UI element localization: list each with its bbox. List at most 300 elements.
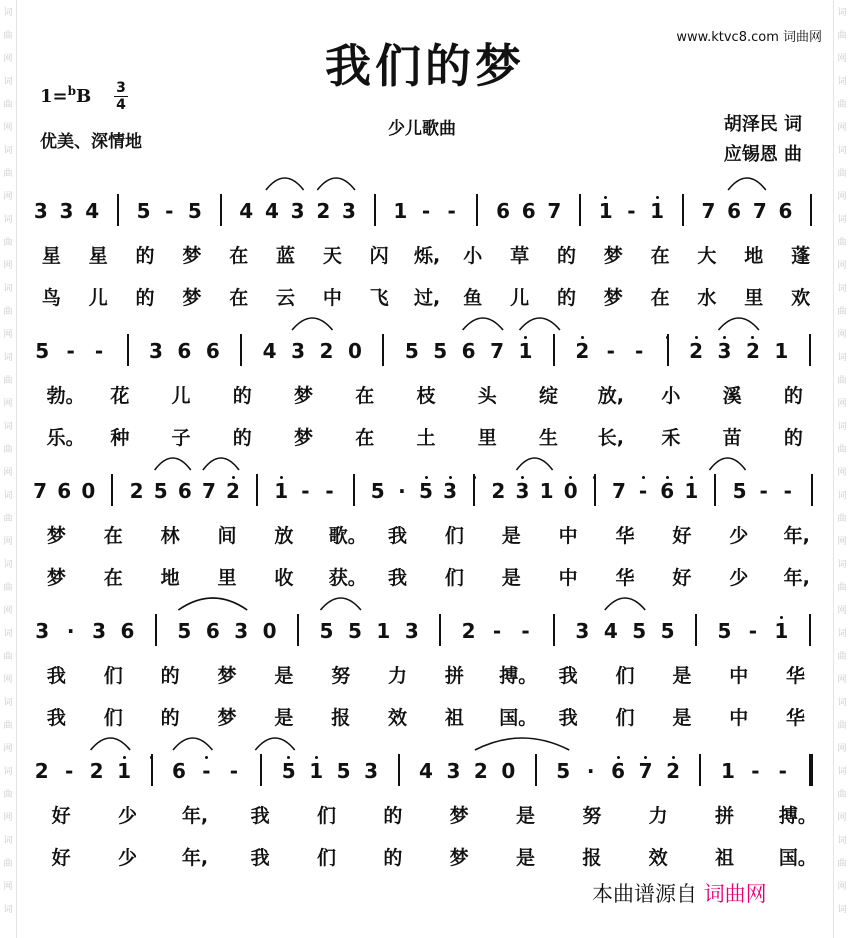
note: · xyxy=(586,759,595,783)
lyric-char: 我 xyxy=(558,707,578,729)
octave-dot xyxy=(425,476,428,479)
watermark-char: 网 xyxy=(837,606,847,616)
barline xyxy=(714,474,716,506)
watermark-char: 词 xyxy=(3,353,13,363)
barline xyxy=(117,194,119,226)
lyric-char: 的 xyxy=(160,707,180,729)
watermark-char: 词 xyxy=(3,698,13,708)
watermark-char: 网 xyxy=(837,192,847,202)
lyric-char: 梦 xyxy=(449,847,469,869)
note: 2 xyxy=(319,339,334,363)
watermark-char: 曲 xyxy=(3,652,13,662)
lyric-line xyxy=(28,286,824,316)
lyric-char: 梦 xyxy=(182,287,202,309)
barline xyxy=(535,754,537,786)
note: 4 xyxy=(85,199,100,223)
lyric-char: 在 xyxy=(103,567,123,589)
note: 3 xyxy=(341,199,356,223)
barline xyxy=(439,614,441,646)
watermark-char: 词 xyxy=(3,836,13,846)
note: - xyxy=(521,619,530,643)
lyric-char: 闪 xyxy=(369,245,389,267)
slur xyxy=(255,738,294,750)
watermark-char: 词 xyxy=(837,767,847,777)
watermark-char: 网 xyxy=(3,744,13,754)
lyric-char: 是 xyxy=(274,707,294,729)
note: 1 xyxy=(650,199,665,223)
note: 0 xyxy=(563,479,578,503)
note: 0 xyxy=(262,619,277,643)
watermark-char: 词 xyxy=(837,77,847,87)
barline xyxy=(695,614,697,646)
watermark-char: 词 xyxy=(837,629,847,639)
time-signature: 3 4 xyxy=(114,80,128,113)
slur xyxy=(709,458,745,470)
note: 2 xyxy=(34,759,49,783)
tempo-marking: 优美、深情地 xyxy=(40,132,142,152)
note: 1 xyxy=(518,339,533,363)
note: 5 xyxy=(153,479,168,503)
note: 5 xyxy=(419,479,433,503)
lyric-char: 少 xyxy=(729,567,749,589)
note: 2 xyxy=(575,339,590,363)
note: - xyxy=(759,479,768,503)
lyric-char: 拼 xyxy=(444,665,464,687)
lyric-char: 好 xyxy=(672,567,692,589)
lyric-char: 花 xyxy=(110,385,130,407)
note: - xyxy=(301,479,310,503)
lyric-char: 在 xyxy=(355,427,375,449)
octave-dot xyxy=(672,756,675,759)
lyric-char: 国。 xyxy=(499,707,538,729)
lyric-line xyxy=(28,426,824,456)
watermark-char: 词 xyxy=(837,284,847,294)
lyric-char: 乐。 xyxy=(46,427,85,449)
watermark-char: 网 xyxy=(3,813,13,823)
lyric-char: 年, xyxy=(783,567,810,589)
note: 2 xyxy=(666,759,680,783)
note: 5 xyxy=(35,339,50,363)
note: 3 xyxy=(33,199,48,223)
notation-line xyxy=(28,612,824,652)
lyric-char: 梦 xyxy=(603,245,623,267)
note: 3 xyxy=(291,339,306,363)
lyric-char: 在 xyxy=(650,245,670,267)
lyric-char: 我 xyxy=(250,847,270,869)
note: 5 xyxy=(556,759,571,783)
watermark-char: 曲 xyxy=(837,307,847,317)
note: 0 xyxy=(501,759,516,783)
lyric-char: 中 xyxy=(729,707,749,729)
lyric-char: 草 xyxy=(510,245,530,267)
note: 3 xyxy=(364,759,379,783)
lyric-char: 是 xyxy=(672,707,692,729)
notation-line xyxy=(28,192,824,232)
note: 1 xyxy=(539,479,554,503)
lyric-char: 在 xyxy=(650,287,670,309)
barline xyxy=(699,754,701,786)
lyric-char: 的 xyxy=(232,385,252,407)
note: 6 xyxy=(496,199,510,223)
barline xyxy=(155,614,157,646)
watermark-char: 词 xyxy=(837,215,847,225)
lyric-char: 在 xyxy=(355,385,375,407)
note: 6 xyxy=(778,199,793,223)
lyric-char: 效 xyxy=(648,847,668,869)
watermark-char: 曲 xyxy=(3,238,13,248)
note: 7 xyxy=(490,339,505,363)
lyric-char: 间 xyxy=(217,525,237,547)
slur xyxy=(463,318,503,330)
lyric-char: 水 xyxy=(697,287,717,309)
note: 5 xyxy=(732,479,747,503)
note: 3 xyxy=(443,479,458,503)
watermark-char: 网 xyxy=(3,537,13,547)
note: 7 xyxy=(638,759,653,783)
lyric-char: 里 xyxy=(217,567,237,589)
octave-dot xyxy=(723,336,726,339)
barline xyxy=(476,194,478,226)
watermark-char: 网 xyxy=(3,261,13,271)
octave-dot xyxy=(232,476,235,479)
lyric-char: 梦 xyxy=(294,427,314,449)
note: 4 xyxy=(603,619,618,643)
note: 7 xyxy=(201,479,216,503)
lyric-char: 长, xyxy=(597,427,624,449)
lyric-char: 们 xyxy=(444,525,464,547)
lyric-char: 华 xyxy=(786,707,806,729)
note: 7 xyxy=(701,199,716,223)
note: 3 xyxy=(234,619,249,643)
barline xyxy=(374,194,376,226)
octave-dot xyxy=(123,756,126,759)
watermark-char: 曲 xyxy=(837,583,847,593)
octave-dot xyxy=(524,336,527,339)
lyric-char: 拼 xyxy=(714,805,734,827)
note: 6 xyxy=(57,479,72,503)
watermark-char: 曲 xyxy=(837,238,847,248)
lyric-char: 少 xyxy=(117,805,137,827)
lyric-char: 年, xyxy=(783,525,810,547)
note: - xyxy=(748,619,758,643)
lyric-char: 里 xyxy=(477,427,497,449)
lyric-char: 子 xyxy=(171,427,191,449)
notation-line xyxy=(28,332,824,372)
note: 6 xyxy=(205,619,220,643)
lyric-char: 放 xyxy=(274,525,294,547)
octave-dot xyxy=(656,196,659,199)
lyric-char: 生 xyxy=(538,427,558,449)
note: 5 xyxy=(347,619,362,643)
lyric-char: 是 xyxy=(501,525,521,547)
watermark-char: 网 xyxy=(837,123,847,133)
note: 1 xyxy=(720,759,735,783)
watermark-char: 词 xyxy=(3,491,13,501)
note: - xyxy=(447,199,456,223)
note: - xyxy=(65,759,74,783)
note: 3 xyxy=(290,199,305,223)
watermark-char: 曲 xyxy=(3,169,13,179)
lyric-char: 少 xyxy=(729,525,749,547)
lyric-char: 勃。 xyxy=(46,385,85,407)
note: 3 xyxy=(717,339,732,363)
note: 6 xyxy=(120,619,135,643)
lyric-char: 力 xyxy=(648,805,668,827)
watermark-char: 网 xyxy=(3,123,13,133)
watermark-char: 网 xyxy=(837,675,847,685)
note: 4 xyxy=(262,339,277,363)
lyric-line xyxy=(28,706,824,736)
barline xyxy=(811,474,813,506)
watermark-char: 曲 xyxy=(3,307,13,317)
lyricist-credit: 胡泽民 词 xyxy=(723,114,802,135)
lyric-char: 的 xyxy=(383,805,403,827)
slur xyxy=(475,738,569,750)
lyric-char: 的 xyxy=(383,847,403,869)
notation-line xyxy=(28,752,824,792)
lyric-char: 梦 xyxy=(603,287,623,309)
lyric-char: 小 xyxy=(463,245,483,267)
lyric-char: 土 xyxy=(416,427,436,449)
lyric-char: 好 xyxy=(672,525,692,547)
lyric-char: 鸟 xyxy=(41,287,61,309)
barline xyxy=(297,614,299,646)
watermark-char: 曲 xyxy=(837,31,847,41)
note: 1 xyxy=(117,759,132,783)
note: 2 xyxy=(689,339,704,363)
lyric-char: 收 xyxy=(274,567,294,589)
note: 6 xyxy=(171,759,186,783)
octave-dot xyxy=(315,756,318,759)
final-barline xyxy=(809,754,813,786)
note: 5 xyxy=(281,759,296,783)
lyric-char: 在 xyxy=(103,525,123,547)
slur xyxy=(321,598,361,610)
slur xyxy=(203,458,239,470)
song-title: 我们的梦 xyxy=(325,39,525,93)
watermark-char: 词 xyxy=(3,767,13,777)
lyric-char: 年, xyxy=(181,847,209,869)
left-watermark-strip xyxy=(0,0,17,938)
barline xyxy=(809,614,811,646)
note: 5 xyxy=(177,619,192,643)
note: 5 xyxy=(187,199,202,223)
lyric-char: 溪 xyxy=(722,385,742,407)
lyric-char: 小 xyxy=(661,385,681,407)
note: - xyxy=(421,199,431,223)
lyric-char: 欢 xyxy=(791,287,811,309)
watermark-char: 曲 xyxy=(837,100,847,110)
watermark-char: 词 xyxy=(837,491,847,501)
lyric-char: 们 xyxy=(615,665,635,687)
watermark-char: 词 xyxy=(837,353,847,363)
lyric-char: 梦 xyxy=(217,665,237,687)
barline xyxy=(810,194,812,226)
watermark-char: 曲 xyxy=(3,100,13,110)
watermark-char: 词 xyxy=(3,422,13,432)
note: 3 xyxy=(92,619,107,643)
note: 7 xyxy=(752,199,767,223)
watermark-char: 曲 xyxy=(3,445,13,455)
lyric-line xyxy=(28,566,824,596)
octave-dot xyxy=(666,476,669,479)
lyric-char: 梦 xyxy=(449,805,469,827)
watermark-char: 网 xyxy=(3,606,13,616)
watermark-char: 词 xyxy=(3,146,13,156)
note: 2 xyxy=(316,199,331,223)
note: 3 xyxy=(446,759,461,783)
lyric-char: 儿 xyxy=(171,385,191,407)
lyric-char: 中 xyxy=(558,525,578,547)
note: 6 xyxy=(521,199,536,223)
watermark-char: 曲 xyxy=(837,514,847,524)
note: 2 xyxy=(89,759,104,783)
lyric-char: 是 xyxy=(515,847,535,869)
note: - xyxy=(492,619,502,643)
watermark-char: 曲 xyxy=(837,445,847,455)
source-brand[interactable]: 词曲网 xyxy=(703,882,767,906)
lyric-char: 儿 xyxy=(88,287,108,309)
lyric-char: 们 xyxy=(103,665,123,687)
note: 6 xyxy=(461,339,476,363)
note: - xyxy=(778,759,787,783)
lyric-char: 头 xyxy=(477,385,497,407)
note: 1 xyxy=(684,479,699,503)
note: 2 xyxy=(491,479,506,503)
watermark-char: 网 xyxy=(837,399,847,409)
watermark-char: 网 xyxy=(837,537,847,547)
lyric-char: 的 xyxy=(232,427,252,449)
barline xyxy=(553,614,555,646)
lyric-char: 梦 xyxy=(217,707,237,729)
watermark-char: 词 xyxy=(837,146,847,156)
lyric-char: 种 xyxy=(110,427,130,449)
watermark-char: 词 xyxy=(3,560,13,570)
lyric-char: 报 xyxy=(331,707,351,729)
slur xyxy=(516,458,552,470)
note: 3 xyxy=(575,619,590,643)
lyric-char: 在 xyxy=(229,245,249,267)
watermark-char: 曲 xyxy=(3,376,13,386)
lyric-line xyxy=(28,804,824,834)
watermark-char: 词 xyxy=(3,284,13,294)
site-url[interactable]: www.ktvc8.com 词曲网 xyxy=(676,30,822,45)
lyric-char: 绽 xyxy=(538,385,558,407)
watermark-char: 网 xyxy=(3,192,13,202)
note: 0 xyxy=(81,479,96,503)
lyric-line xyxy=(28,524,824,554)
lyric-char: 是 xyxy=(515,805,535,827)
note: 2 xyxy=(129,479,144,503)
watermark-char: 曲 xyxy=(3,721,13,731)
watermark-char: 网 xyxy=(3,468,13,478)
barline xyxy=(353,474,355,506)
lyric-char: 禾 xyxy=(661,427,681,449)
lyric-char: 苗 xyxy=(722,427,742,449)
lyric-char: 的 xyxy=(135,287,155,309)
barline xyxy=(553,334,555,366)
note: 0 xyxy=(347,339,362,363)
lyric-line xyxy=(28,846,824,876)
lyric-char: 华 xyxy=(615,525,635,547)
lyric-char: 梦 xyxy=(182,245,202,267)
note: 6 xyxy=(727,199,742,223)
watermark-char: 曲 xyxy=(837,652,847,662)
note: 5 xyxy=(319,619,334,643)
lyric-char: 力 xyxy=(388,665,408,687)
lyric-char: 好 xyxy=(51,847,71,869)
lyric-char: 祖 xyxy=(714,847,734,869)
octave-dot xyxy=(280,476,283,479)
note: - xyxy=(627,199,636,223)
note: - xyxy=(66,339,75,363)
lyric-char: 的 xyxy=(556,245,576,267)
octave-dot xyxy=(581,336,584,339)
note: - xyxy=(229,759,239,783)
lyric-char: 蓬 xyxy=(791,245,811,267)
lyric-char: 搏。 xyxy=(499,665,538,687)
note: 5 xyxy=(660,619,675,643)
watermark-char: 网 xyxy=(837,54,847,64)
note: - xyxy=(94,339,104,363)
slur xyxy=(155,458,191,470)
lyric-char: 是 xyxy=(501,567,521,589)
barline xyxy=(111,474,113,506)
lyric-char: 效 xyxy=(388,707,408,729)
octave-dot xyxy=(780,616,783,619)
lyric-char: 里 xyxy=(744,287,764,309)
watermark-char: 词 xyxy=(3,215,13,225)
lyric-char: 的 xyxy=(783,385,803,407)
lyric-char: 中 xyxy=(729,665,749,687)
note: 7 xyxy=(33,479,47,503)
lyric-line xyxy=(28,244,824,274)
note: 3 xyxy=(515,479,530,503)
note: 4 xyxy=(264,199,279,223)
octave-dot xyxy=(473,476,476,479)
barline xyxy=(260,754,262,786)
octave-dot xyxy=(521,476,524,479)
watermark-char: 网 xyxy=(837,813,847,823)
lyric-char: 报 xyxy=(582,847,602,869)
watermark-char: 曲 xyxy=(837,790,847,800)
watermark-char: 词 xyxy=(3,905,13,915)
watermark-char: 词 xyxy=(837,8,847,18)
slur xyxy=(292,318,332,330)
lyric-char: 放, xyxy=(597,385,624,407)
lyric-char: 们 xyxy=(444,567,464,589)
barline xyxy=(240,334,242,366)
slur xyxy=(173,738,212,750)
octave-dot xyxy=(150,756,153,759)
lyric-char: 枝 xyxy=(416,385,436,407)
lyric-char: 们 xyxy=(615,707,635,729)
lyric-char: 歌。 xyxy=(328,525,367,547)
note: 3 xyxy=(404,619,419,643)
note: · xyxy=(66,619,75,643)
note: 4 xyxy=(239,199,254,223)
lyric-char: 的 xyxy=(160,665,180,687)
lyric-char: 我 xyxy=(388,525,408,547)
slur xyxy=(178,598,247,610)
lyric-char: 好 xyxy=(51,805,71,827)
note: - xyxy=(202,759,211,783)
note: 3 xyxy=(35,619,50,643)
lyric-char: 鱼 xyxy=(463,287,483,309)
slur xyxy=(266,178,304,190)
lyric-char: 蓝 xyxy=(276,245,296,267)
lyric-char: 努 xyxy=(582,805,602,827)
